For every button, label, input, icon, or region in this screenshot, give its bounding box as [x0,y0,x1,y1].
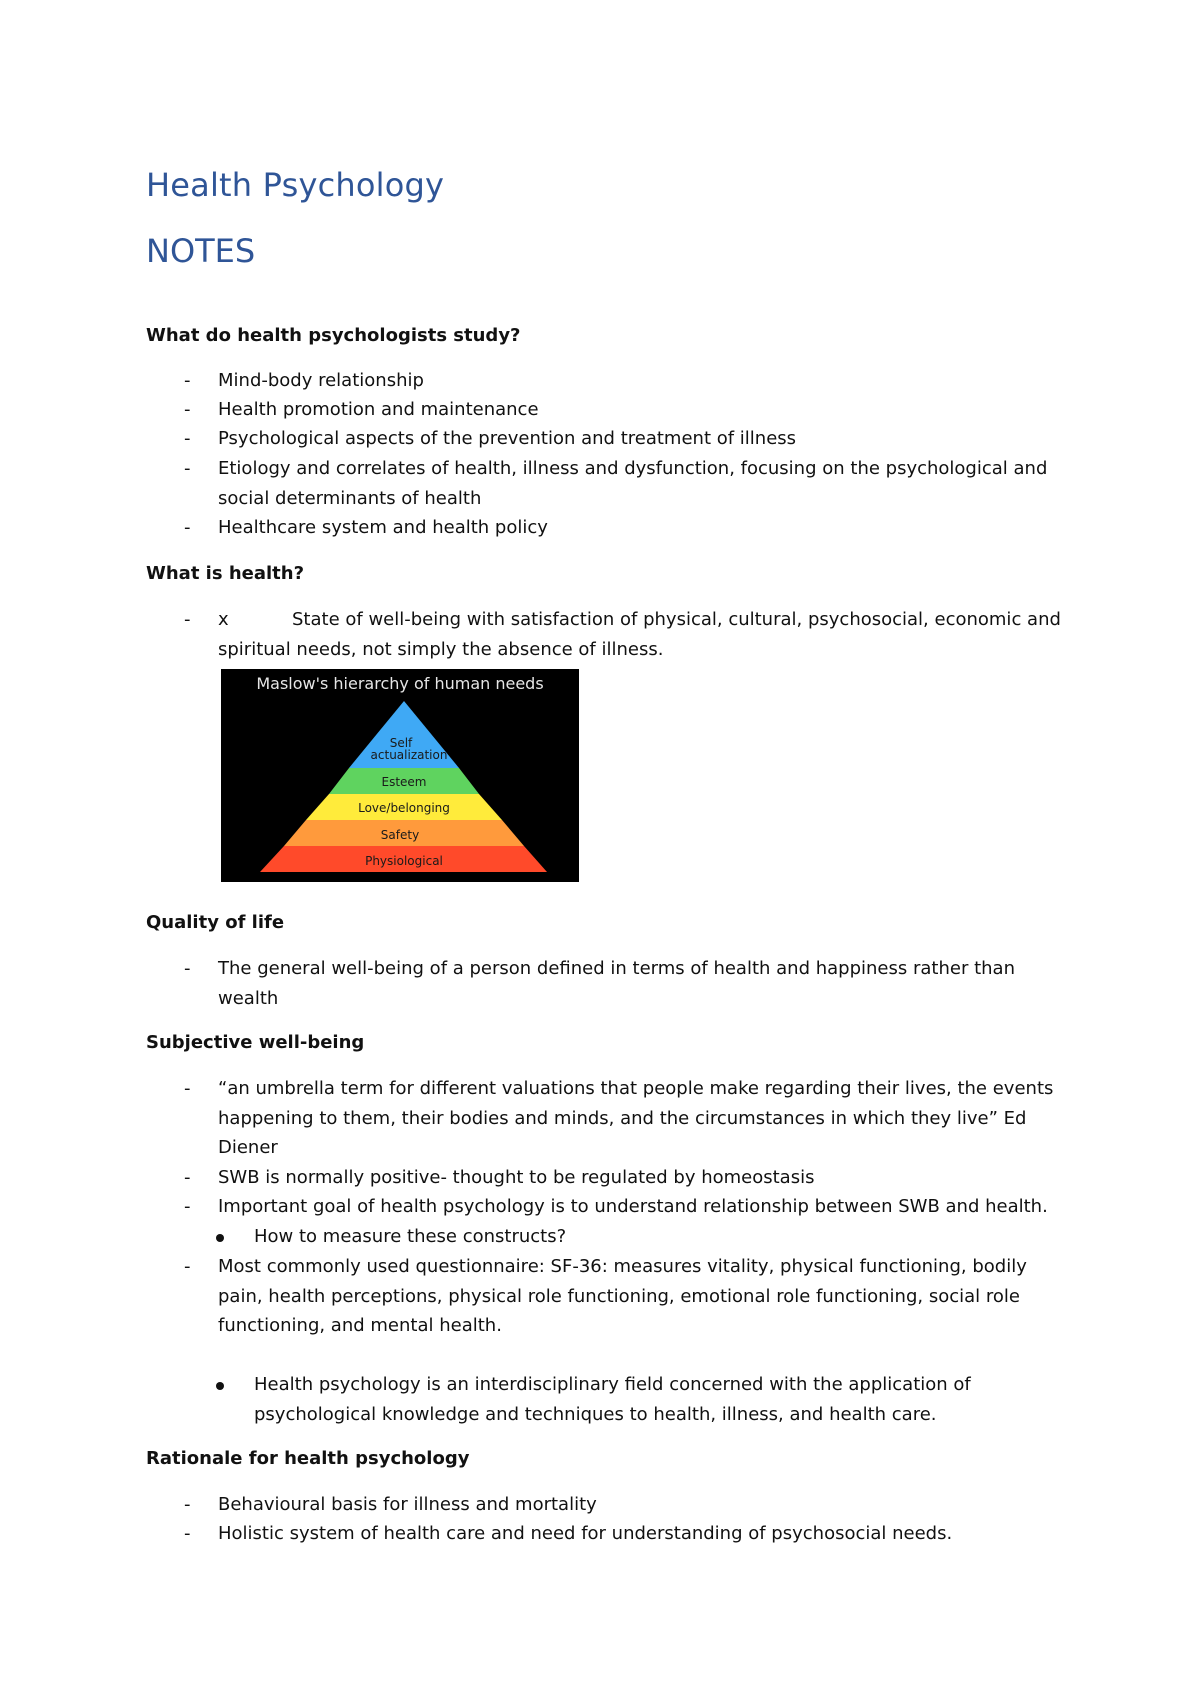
pyramid-label-love: Love/belonging [358,801,450,815]
list-item: - The general well-being of a person defined in terms of health and happiness rather than wealth [146,954,1066,1013]
list-item: - SWB is normally positive- thought to be regulated by homeostasis [146,1163,1066,1193]
maslow-hierarchy-image [221,669,579,882]
list-item: - Important goal of health psychology is to understand relationship between SWB and health. [146,1192,1066,1222]
list-item: - Health promotion and maintenance [146,395,1066,425]
pyramid-label-self: Self [389,736,413,750]
pyramid-label-safety: Safety [380,828,420,842]
document-subtitle: NOTES [146,232,256,270]
dash-bullet: - [184,458,191,479]
dash-bullet: - [184,958,191,979]
list-item: - Holistic system of health care and need for understanding of psychosocial needs. [146,1519,1066,1549]
item-prefix: x [218,609,229,630]
list-item [146,605,1066,664]
section-heading-health: What is health? [146,563,305,584]
list-item: - Psychological aspects of the prevention and treatment of illness [146,424,1066,454]
dash-bullet: - [184,1078,191,1099]
list-item: - “an umbrella term for different valuations that people make regarding their lives, the events happening to them, their bodies and minds, and the circumstances in which they live” Ed Diener [146,1074,1066,1163]
dash-bullet: - [184,1256,191,1277]
dash-bullet: - [184,517,191,538]
section-heading-quality-of-life: Quality of life [146,912,285,933]
dash-bullet: - [184,1196,191,1217]
maslow-pyramid-graphic [221,669,579,882]
sub-list-item: How to measure these constructs? [146,1222,1066,1252]
maslow-title: Maslow's hierarchy of human needs [256,674,544,693]
dash-bullet: - [184,399,191,420]
document-title: Health Psychology [146,166,445,204]
dash-bullet: - [184,428,191,449]
bullet-dot [216,1382,224,1390]
list-item: - Healthcare system and health policy [146,513,1066,543]
list-item: - Behavioural basis for illness and mortality [146,1490,1066,1520]
list-item: - Etiology and correlates of health, illness and dysfunction, focusing on the psychological and social determinants of health [146,454,1066,513]
health-definition: State of well-being with satisfaction of physical, cultural, psychosocial, economic and spiritual needs, not simply the absence of illness. [218,609,1061,660]
pyramid-label-actualization: actualization [370,748,448,762]
section-heading-study: What do health psychologists study? [146,325,521,346]
pyramid-label-esteem: Esteem [381,775,427,789]
sub-list-item: Health psychology is an interdisciplinary field concerned with the application of psychological knowledge and techniques to health, illness, and health care. [146,1370,1066,1429]
section-heading-subjective-well-being: Subjective well-being [146,1032,365,1053]
dash-bullet: - [184,1494,191,1515]
dash-bullet: - [184,1167,191,1188]
dash-bullet: - [184,370,191,391]
dash-bullet: - [184,1523,191,1544]
section-heading-rationale: Rationale for health psychology [146,1448,470,1469]
pyramid-label-physiological: Physiological [365,854,443,868]
dash-bullet: - [184,609,191,630]
bullet-dot [216,1234,224,1242]
list-item: - Most commonly used questionnaire: SF-36: measures vitality, physical functioning, bodily pain, health perceptions, physical role functioning, emotional role functioning, social role functioning, and mental health. [146,1252,1066,1341]
list-item: - Mind-body relationship [146,366,1066,396]
